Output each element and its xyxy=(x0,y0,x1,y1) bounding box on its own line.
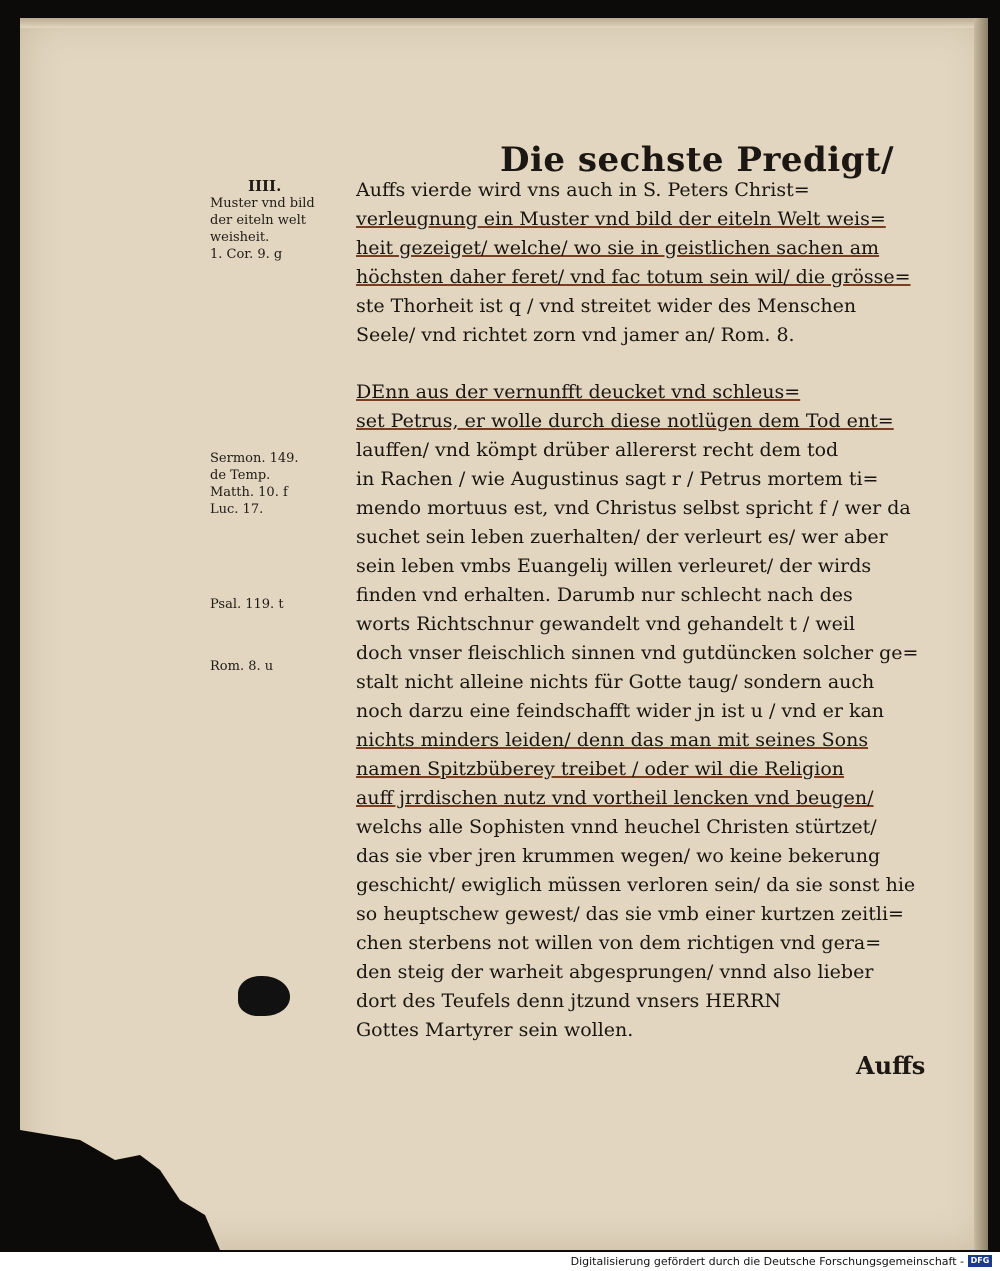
dfg-logo: DFG xyxy=(968,1255,992,1267)
paragraph-1 xyxy=(356,176,911,350)
margin-note-line: Psal. 119. t xyxy=(210,597,284,612)
torn-corner-damage xyxy=(20,1130,988,1250)
text-line: lauffen/ vnd kömpt drüber allererst recht dem tod xyxy=(356,439,839,461)
text-line: dort des Teufels denn jtzund vnsers HERRN xyxy=(356,990,782,1012)
margin-note-line: Matth. 10. f xyxy=(210,485,288,500)
margin-note-line: Muster vnd bild xyxy=(210,196,315,211)
text-line: Gottes Martyrer sein wollen. xyxy=(356,1019,634,1041)
text-line: in Rachen / wie Augustinus sagt r / Petrus mortem ti= xyxy=(356,468,879,490)
margin-note-line: weisheit. xyxy=(210,230,270,245)
margin-note-romans xyxy=(210,658,273,675)
text-line: namen Spitzbüberey treibet / oder wil die Religion xyxy=(356,758,845,780)
footer-bar xyxy=(0,1252,1000,1271)
margin-note-psalm xyxy=(210,596,284,613)
text-line: set Petrus, er wolle durch diese notlügen dem Tod ent= xyxy=(356,410,894,432)
text-line: welchs alle Sophisten vnnd heuchel Christen stürtzet/ xyxy=(356,816,877,838)
text-line: nichts minders leiden/ denn das man mit seines Sons xyxy=(356,729,869,751)
text-line: mendo mortuus est, vnd Christus selbst spricht f / wer da xyxy=(356,497,911,519)
margin-note-sermon xyxy=(210,450,299,518)
text-line: Auffs vierde wird vns auch in S. Peters Christ= xyxy=(356,179,810,201)
catchword: Auffs xyxy=(856,1051,926,1080)
book-page xyxy=(20,18,988,1250)
margin-note-line: Luc. 17. xyxy=(210,502,264,517)
margin-note-line: Rom. 8. u xyxy=(210,659,274,674)
page-right-edge xyxy=(974,18,988,1250)
section-number: IIII. xyxy=(248,177,282,195)
text-line: heit gezeiget/ welche/ wo sie in geistlichen sachen am xyxy=(356,237,880,259)
text-line: finden vnd erhalten. Darumb nur schlecht nach des xyxy=(356,584,853,606)
text-line: so heuptschew gewest/ das sie vmb einer kurtzen zeitli= xyxy=(356,903,904,925)
margin-note-line: der eiteln welt xyxy=(210,213,306,228)
text-line: noch darzu eine feindschafft wider jn ist u / vnd er kan xyxy=(356,700,885,722)
text-line: suchet sein leben zuerhalten/ der verleurt es/ wer aber xyxy=(356,526,888,548)
text-line: ste Thorheit ist q / vnd streitet wider des Menschen xyxy=(356,295,857,317)
text-line: stalt nicht alleine nichts für Gotte taug/ sondern auch xyxy=(356,671,875,693)
text-line: höchsten daher feret/ vnd fac totum sein wil/ die grösse= xyxy=(356,266,911,288)
page-top-edge xyxy=(20,18,988,28)
margin-note-line: 1. Cor. 9. g xyxy=(210,247,283,262)
text-line: doch vnser fleischlich sinnen vnd gutdüncken solcher ge= xyxy=(356,642,919,664)
text-line: DEnn aus der vernunfft deucket vnd schleus= xyxy=(356,381,801,403)
paragraph-2 xyxy=(356,378,918,1045)
ink-blot-stain xyxy=(238,976,290,1016)
text-line: chen sterbens not willen von dem richtigen vnd gera= xyxy=(356,932,882,954)
margin-note-line: Sermon. 149. xyxy=(210,451,299,466)
text-line: das sie vber jren krummen wegen/ wo keine bekerung xyxy=(356,845,881,867)
margin-note-line: de Temp. xyxy=(210,468,271,483)
page-heading: Die sechste Predigt/ xyxy=(500,140,895,180)
margin-note-section xyxy=(210,178,315,263)
text-line: worts Richtschnur gewandelt vnd gehandelt t / weil xyxy=(356,613,856,635)
text-line: geschicht/ ewiglich müssen verloren sein/ da sie sonst hie xyxy=(356,874,916,896)
funding-notice: Digitalisierung gefördert durch die Deutsche Forschungsgemeinschaft - xyxy=(570,1255,964,1268)
text-line: verleugnung ein Muster vnd bild der eiteln Welt weis= xyxy=(356,208,886,230)
text-line: auff jrrdischen nutz vnd vortheil lencken vnd beugen/ xyxy=(356,787,874,809)
text-line: Seele/ vnd richtet zorn vnd jamer an/ Rom. 8. xyxy=(356,324,795,346)
text-line: den steig der warheit abgesprungen/ vnnd also lieber xyxy=(356,961,874,983)
text-line: sein leben vmbs Euangeliȷ willen verleuret/ der wirds xyxy=(356,555,872,577)
